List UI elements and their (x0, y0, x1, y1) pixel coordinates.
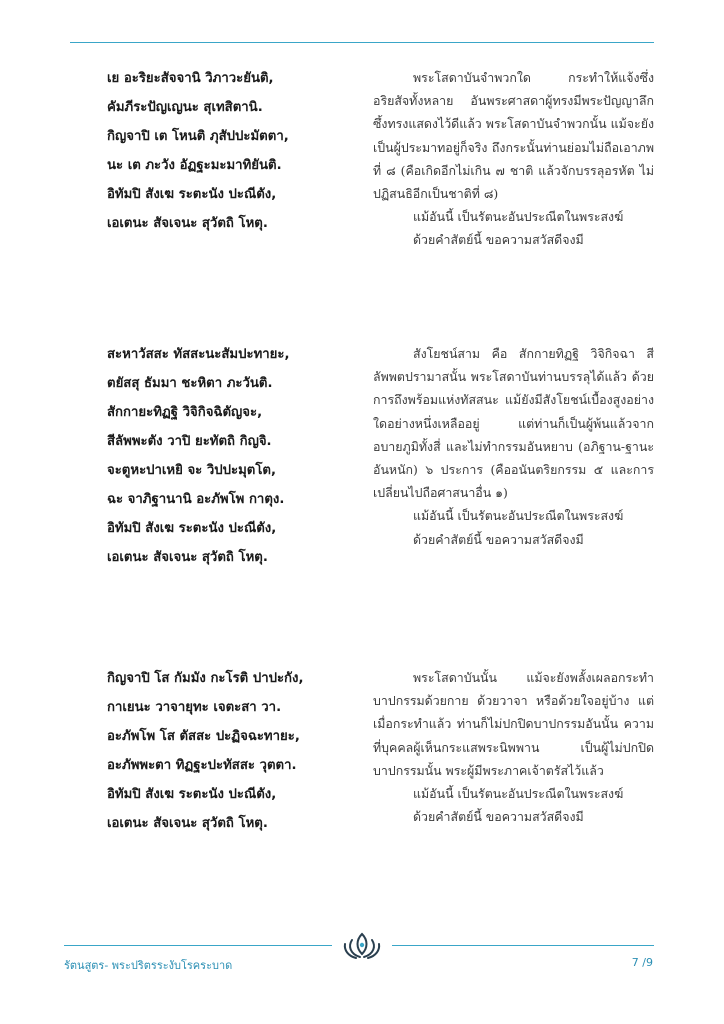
thai-translation (373, 666, 654, 828)
footer-divider-right (392, 945, 654, 946)
blessing-line: แม้อันนี้ เป็นรัตนะอันประณีตในพระสงฆ์ (413, 508, 624, 524)
pali-line: สีลัพพะตัง วาปิ ยะทัตถิ กิญจิ. (107, 434, 272, 449)
thai-translation (373, 342, 654, 551)
footer-divider-left (64, 945, 332, 946)
blessing-line: ด้วยคำสัตย์นี้ ขอความสวัสดีจงมี (413, 232, 584, 248)
lotus-logo-icon (340, 930, 384, 960)
pali-line: สักกายะทิฏฐิ วิจิกิจฉิตัญจะ, (107, 405, 263, 420)
thai-translation (373, 66, 654, 252)
pali-line: กิญจาปิ โส กัมมัง กะโรติ ปาปะกัง, (107, 671, 304, 686)
pali-verse (107, 64, 357, 238)
pali-line: เอเตนะ สัจเจนะ สุวัตถิ โหตุ. (107, 816, 268, 831)
pali-line: เอเตนะ สัจเจนะ สุวัตถิ โหตุ. (107, 550, 268, 565)
pali-line: ฉะ จาภิฐานานิ อะภัพโพ กาตุง. (107, 492, 285, 507)
blessing-line: ด้วยคำสัตย์นี้ ขอความสวัสดีจงมี (413, 531, 584, 547)
pali-line: อิทัมปิ สังเฆ ระตะนัง ปะณีตัง, (107, 787, 277, 802)
translation-paragraph: พระโสดาบันจำพวกใด กระทำให้แจ้งซึ่งอริยสัจทั้งหลาย อันพระศาสดาผู้ทรงมีพระปัญญาลึกซึ้งทรงแสดงไว้ดีแล้ว พระโสดาบันจำพวกนั้น แม้จะยังเป็นผู้ประมาทอยู่ก็จริง ถึงกระนั้นท่านย่อมไม่ถือเอาภพที่ ๘ (คือเกิดอีกไม่เกิน ๗ ชาติ แล้วจักบรรลุอรหัต ไม่ปฏิสนธิอีกเป็นชาติที่ ๘) (373, 70, 654, 202)
pali-line: อิทัมปิ สังเฆ ระตะนัง ปะณีตัง, (107, 187, 277, 202)
translation-paragraph: พระโสดาบันนั้น แม้จะยังพลั้งเผลอกระทำบาปกรรมด้วยกาย ด้วยวาจา หรือด้วยใจอยู่บ้าง แต่เมื่อกระทำแล้ว ท่านก็ไม่ปกปิดบาปกรรมอันนั้น ความที่บุคคลผู้เห็นกระแสพระนิพพาน เป็นผู้ไม่ปกปิดบาปกรรมนั้น พระผู้มีพระภาคเจ้าตรัสไว้แล้ว (373, 670, 654, 778)
pali-line: กาเยนะ วาจายุทะ เจตะสา วา. (107, 700, 282, 715)
pali-line: กิญจาปิ เต โหนติ ภุสัปปะมัตตา, (107, 129, 289, 144)
pali-line: เอเตนะ สัจเจนะ สุวัตถิ โหตุ. (107, 216, 268, 231)
pali-line: จะตูหะปาเหยิ จะ วิปปะมุตโต, (107, 463, 276, 478)
pali-line: อิทัมปิ สังเฆ ระตะนัง ปะณีตัง, (107, 521, 277, 536)
pali-line: อะภัพพะตา ทิฏฐะปะทัสสะ วุตตา. (107, 758, 297, 773)
page-number: 7 /9 (631, 956, 653, 969)
header-divider (70, 42, 654, 43)
translation-paragraph: สังโยชน์สาม คือ สักกายทิฏฐิ วิจิกิจฉา สีลัพพตปรามาสนั้น พระโสดาบันท่านบรรลุได้แล้ว ด้วยการถึงพร้อมแห่งทัสสนะ แม้ยังมีสังโยชน์เบื้องสูงอย่างใดอย่างหนึ่งเหลืออยู่ แต่ท่านก็เป็นผู้พ้นแล้วจากอบายภูมิทั้งสี่ และไม่ทำกรรมอันหยาบ (อภิฐาน-ฐานะอันหนัก) ๖ ประการ (คืออนันตริยกรรม ๕ และการเปลี่ยนไปถือศาสนาอื่น ๑) (373, 346, 654, 501)
pali-line: นะ เต ภะวัง อัฏฐะมะมาทิยันติ. (107, 158, 282, 173)
blessing-line: แม้อันนี้ เป็นรัตนะอันประณีตในพระสงฆ์ (413, 786, 624, 802)
pali-line: สะหาวัสสะ ทัสสะนะสัมปะทายะ, (107, 347, 290, 362)
pali-verse (107, 340, 357, 572)
pali-verse (107, 664, 357, 838)
pali-line: อะภัพโพ โส ตัสสะ ปะฏิจฉะทายะ, (107, 729, 300, 744)
blessing-line: ด้วยคำสัตย์นี้ ขอความสวัสดีจงมี (413, 809, 584, 825)
pali-line: ตยัสสุ ธัมมา ชะหิตา ภะวันติ. (107, 376, 273, 391)
document-title: รัตนสูตร- พระปริตรระงับโรคระบาด (64, 959, 233, 972)
blessing-line: แม้อันนี้ เป็นรัตนะอันประณีตในพระสงฆ์ (413, 209, 624, 225)
pali-line: เย อะริยะสัจจานิ วิภาวะยันติ, (107, 71, 274, 86)
pali-line: คัมภีระปัญเญนะ สุเทสิตานิ. (107, 100, 263, 115)
